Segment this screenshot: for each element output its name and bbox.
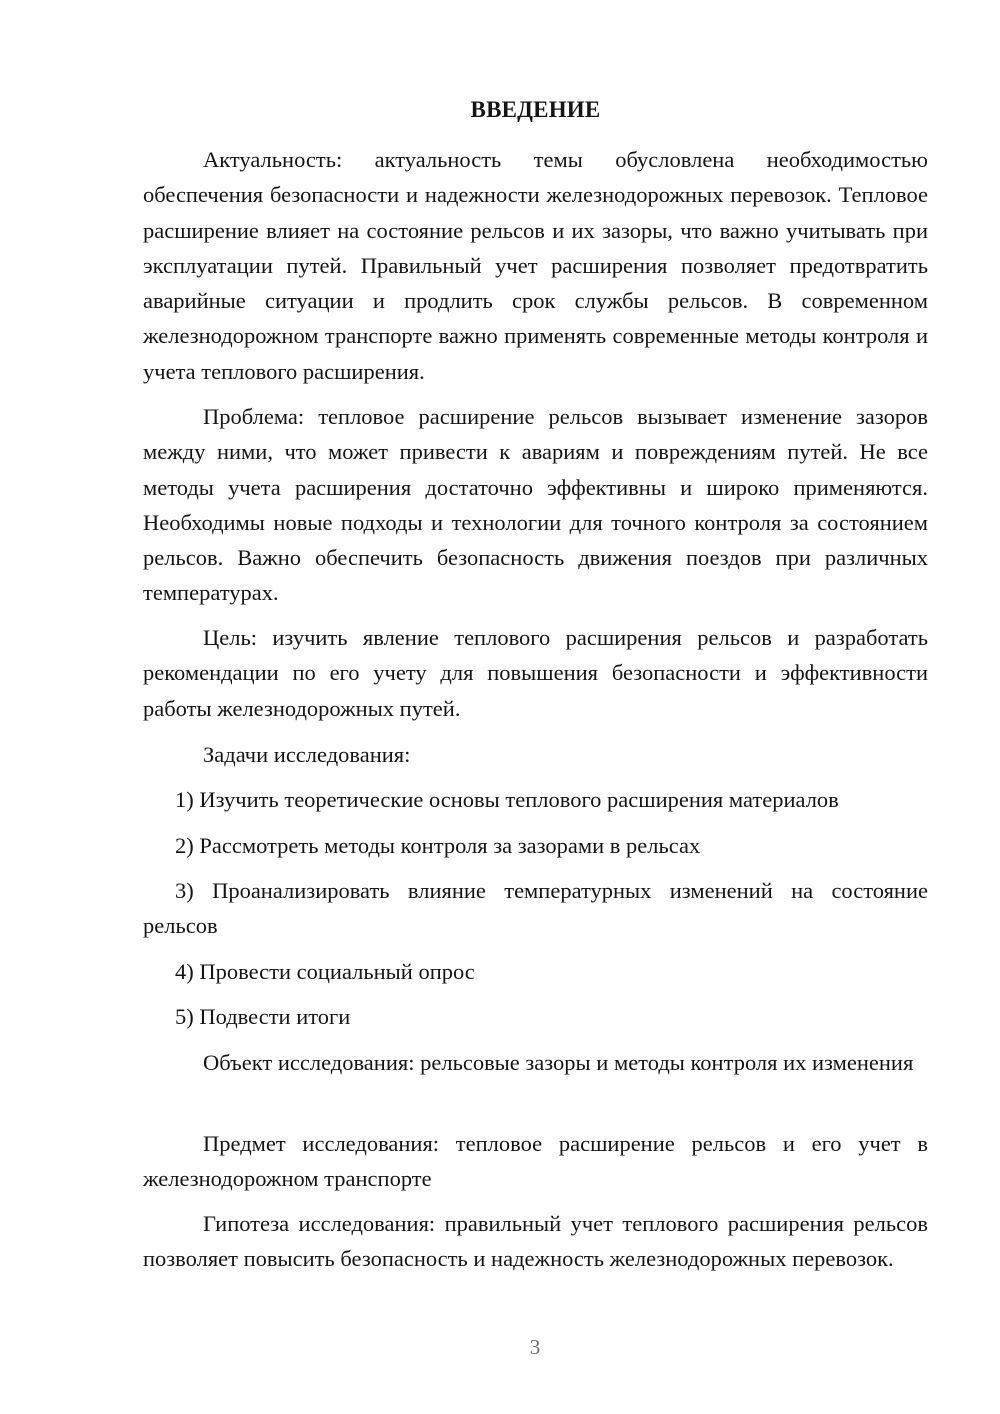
task-item: 4) Провести социальный опрос xyxy=(175,959,475,984)
tasks-heading: Задачи исследования: xyxy=(203,742,411,767)
relevance-paragraph: Актуальность: актуальность темы обусловлена необходимостью обеспечения безопасности и надежности железнодорожных перевозок. Тепловое расширение влияет на состояние рельсов и их зазоры, что важно учитывать при эксплуатации путей. Правильный учет расширения позволяет предотвратить аварийные ситуации и продлить срок службы рельсов. В современном железнодорожном транспорте важно применять современные методы контроля и учета теплового расширения. xyxy=(143,147,928,384)
page-number: 3 xyxy=(529,1335,541,1359)
object-paragraph: Объект исследования: рельсовые зазоры и методы контроля их изменения xyxy=(203,1050,914,1075)
section-title: ВВЕДЕНИЕ xyxy=(470,97,601,122)
problem-paragraph: Проблема: тепловое расширение рельсов вызывает изменение зазоров между ними, что может привести к авариям и повреждениям путей. Не все методы учета расширения достаточно эффективны и широко применяются. Необходимы новые подходы и технологии для точного контроля за состоянием рельсов. Важно обеспечить безопасность движения поездов при различных температурах. xyxy=(143,404,928,606)
subject-paragraph: Предмет исследования: тепловое расширение рельсов и его учет в железнодорожном транспорте xyxy=(143,1131,928,1192)
task-item: 2) Рассмотреть методы контроля за зазорами в рельсах xyxy=(175,833,701,858)
task-item: 5) Подвести итоги xyxy=(175,1004,351,1029)
hypothesis-paragraph: Гипотеза исследования: правильный учет теплового расширения рельсов позволяет повысить безопасность и надежность железнодорожных перевозок. xyxy=(143,1211,928,1272)
goal-paragraph: Цель: изучить явление теплового расширения рельсов и разработать рекомендации по его учету для повышения безопасности и эффективности работы железнодорожных путей. xyxy=(143,625,928,721)
task-item: 3) Проанализировать влияние температурных изменений на состояние рельсов xyxy=(143,878,928,939)
task-item: 1) Изучить теоретические основы теплового расширения материалов xyxy=(175,787,839,812)
